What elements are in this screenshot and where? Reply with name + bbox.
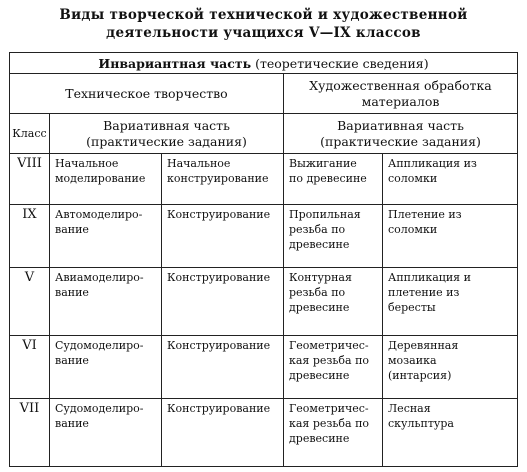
table-cell [383,336,518,399]
cell-text: Начальное конструирование [167,157,269,185]
table-cell [50,336,162,399]
variative-art-header: Вариативная часть (практические задания) [284,114,518,154]
invariant-label: Инвариантная часть [98,55,252,71]
variative-technical-header: Вариативная часть (практические задания) [50,114,284,154]
cell-text: Конструирование [167,271,271,284]
invariant-header [10,53,518,74]
title-line-2: деятельности учащихся V—IX классов [106,25,421,41]
cell-text: Аппликация из соломки [388,157,477,185]
table-row [10,336,518,399]
technical-section-label: Техническое творчество [65,85,228,101]
cell-text: Плетение из соломки [388,208,462,236]
technical-section-header [10,74,284,114]
table-cell [162,154,284,205]
table-cell [284,268,383,336]
table-cell [383,268,518,336]
cell-text: Контурная резьба по древесине [289,271,352,314]
table-cell [162,268,284,336]
class-cell: IX [10,205,50,268]
cell-text: Конструирование [167,402,271,415]
table-row [10,268,518,336]
table-row [10,154,518,205]
class-cell: VII [10,399,50,467]
cell-text: Аппликация и плетение из бересты [388,271,471,314]
class-header: Класс [10,114,50,154]
title-line-1: Виды творческой технической и художественной [59,7,468,23]
cell-text: Судомоделиро- вание [55,402,144,430]
table-cell [383,399,518,467]
table-cell [50,205,162,268]
table-cell [50,268,162,336]
cell-text: Начальное моделирование [55,157,146,185]
cell-text: Деревянная мозаика (интарсия) [388,339,459,382]
table-cell [284,399,383,467]
class-cell: V [10,268,50,336]
table-row [10,205,518,268]
table-cell [162,336,284,399]
cell-text: Выжигание по древесине [289,157,367,185]
class-cell: VIII [10,154,50,205]
table-cell [50,154,162,205]
cell-text: Автомоделиро- вание [55,208,143,236]
cell-text: Лесная скульптура [388,402,454,430]
table-cell [284,154,383,205]
activities-table [9,52,518,467]
cell-text: Геометричес- кая резьба по древесине [289,402,370,445]
table-cell [162,399,284,467]
table-cell [284,336,383,399]
cell-text: Пропильная резьба по древесине [289,208,361,251]
page-title [0,6,527,42]
table-cell [162,205,284,268]
table-cell [50,399,162,467]
table-row [10,399,518,467]
cell-text: Конструирование [167,339,271,352]
table-cell [284,205,383,268]
class-cell: VI [10,336,50,399]
cell-text: Авиамоделиро- вание [55,271,144,299]
table-cell [383,154,518,205]
cell-text: Геометричес- кая резьба по древесине [289,339,370,382]
table-cell [383,205,518,268]
cell-text: Конструирование [167,208,271,221]
cell-text: Судомоделиро- вание [55,339,144,367]
art-section-header: Художественная обработка материалов [284,74,518,114]
invariant-note: (теоретические сведения) [255,55,429,71]
